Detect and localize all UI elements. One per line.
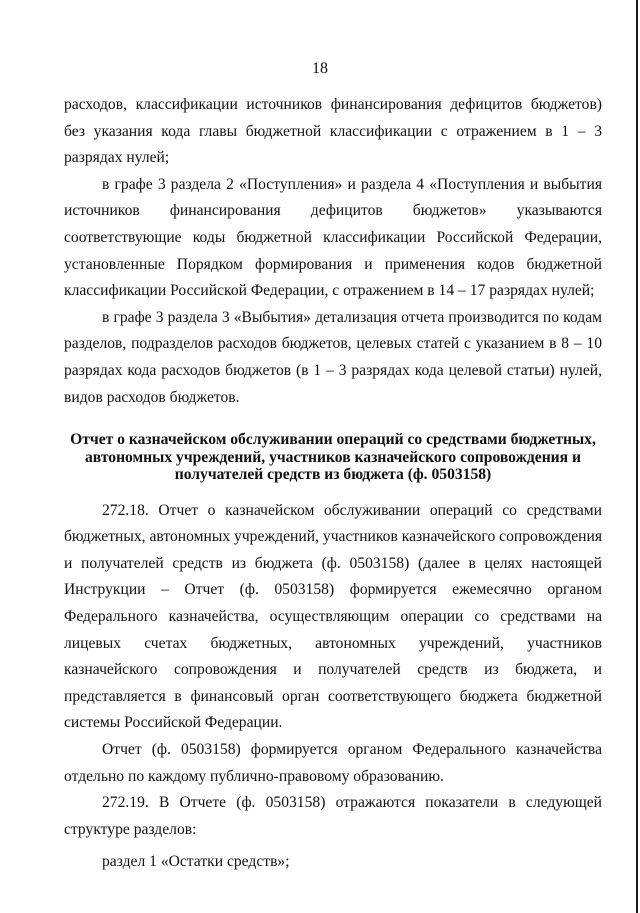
page-number: 18	[312, 60, 328, 77]
paragraph: в графе 3 раздела 2 «Поступления» и раздела 4 «Поступления и выбытия источников финансирования дефицитов бюджетов» указываются соответствующие коды бюджетной классификации Российской Федерации, установленные Порядком формирования и применения кодов бюджетной классификации Российской Федерации, с отражением в 14 – 17 разрядах нулей;	[64, 175, 602, 300]
paragraph: Отчет (ф. 0503158) формируется органом Федерального казначейства отдельно по каждому публично-правовому образованию.	[64, 740, 602, 785]
section-list-item: раздел 1 «Остатки средств»;	[102, 853, 290, 871]
document-body	[64, 92, 602, 876]
paragraph: 272.18. Отчет о казначейском обслуживании операций со средствами бюджетных, автономных учреждений, участников казначейского сопровождения и получателей средств из бюджета (ф. 0503158) (далее в целях настоящей Инструкции – Отчет (ф. 0503158) формируется ежемесячно органом Федерального казначейства, осуществляющим операции со средствами на лицевых счетах бюджетных, автономных учреждений, участников казначейского сопровождения и получателей средств из бюджета, и представляется в финансовый орган соответствующего бюджета бюджетной системы Российской Федерации.	[64, 501, 602, 732]
scan-edge	[636, 0, 638, 913]
paragraph: в графе 3 раздела 3 «Выбытия» детализация отчета производится по кодам разделов, подразделов расходов бюджетов, целевых статей с указанием в 8 – 10 разрядах кода расходов бюджетов (в 1 – 3 разрядах кода целевой статьи) нулей, видов расходов бюджетов.	[64, 308, 602, 406]
paragraph: 272.19. В Отчете (ф. 0503158) отражаются показатели в следующей структуре разделов:	[64, 794, 602, 838]
paragraph: расходов, классификации источников финансирования дефицитов бюджетов) без указания кода главы бюджетной классификации с отражением в 1 – 3 разрядах нулей;	[64, 96, 602, 167]
section-heading: Отчет о казначейском обслуживании операций со средствами бюджетных, автономных учреждений, участников казначейского сопровождения и получателей средств из бюджета (ф. 0503158)	[70, 431, 596, 484]
